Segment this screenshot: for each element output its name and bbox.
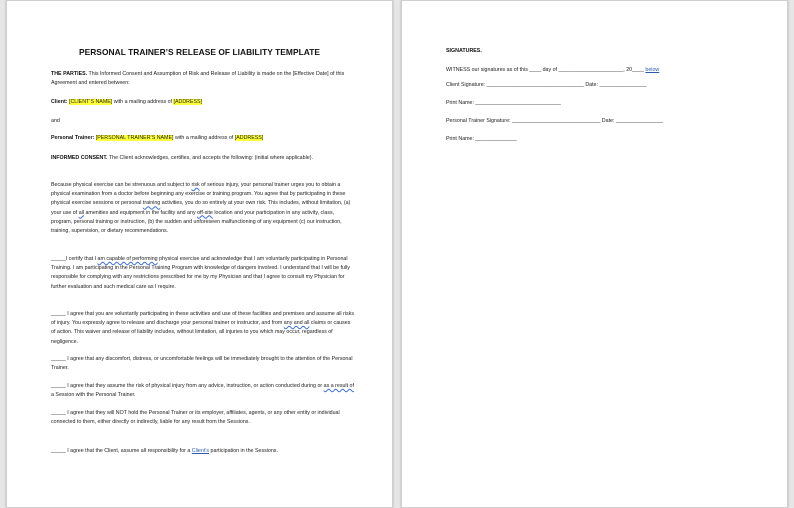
witness-line [446, 66, 746, 75]
as-a-result-phrase: as a result of [323, 383, 354, 389]
parties-label: THE PARTIES. [51, 71, 88, 77]
below-word: below [645, 67, 660, 73]
voluntary-text-a: _____ I agree that you are voluntarily participating in these activities and use of these facilities and premises and assume all risks of injury. You expressly agree to release and discharge your personal trainer or instructor, and from [51, 311, 354, 327]
print-name-line-2[interactable]: Print Name: ______________ [446, 136, 517, 142]
offsite-word: off-site [197, 209, 213, 216]
risk-text-i: location and your participation in any activity, class, program, personal training or instruction, (b) the sudden and unforeseen malfunctioning of any equipment (c) our instruction, training, supervision, or dietary recommendations. [51, 209, 342, 235]
assume-paragraph [51, 382, 355, 400]
voluntary-paragraph [51, 310, 355, 347]
print-name-line-1[interactable]: Print Name: _____________________________ [446, 100, 561, 106]
client-resp-text-c: participation in the Sessions. [209, 448, 278, 454]
not-hold-paragraph: _____ I agree that they will NOT hold the Personal Trainer or its employer, affiliates, agents, or any other entity or individual connected to them, either directly or indirectly, liable for any result from the Sessions. [51, 410, 340, 426]
trainer-address-placeholder[interactable]: [ADDRESS] [234, 135, 264, 141]
informed-consent-paragraph [51, 154, 355, 163]
risk-text-a: Because physical exercise can be strenuous and subject to [51, 182, 192, 188]
risk-text-e: activities, you do so entirely at your own risk. This includes, without limitation, (a) your use of [51, 200, 351, 216]
consent-label: INFORMED CONSENT. [51, 155, 108, 161]
trainer-signature-line[interactable]: Personal Trainer Signature: ______________________________ Date: ________________ [446, 118, 664, 124]
clients-word: Client’s [191, 448, 210, 454]
trainer-mid-text: with a mailing address of [173, 135, 235, 141]
assume-text-c: a Session with the Personal Trainer. [51, 392, 136, 399]
capable-phrase: am capable of performing [97, 256, 158, 262]
trainer-label: Personal Trainer: [51, 135, 95, 141]
certify-paragraph [51, 255, 355, 292]
document-page-2 [401, 0, 788, 508]
risk-paragraph [51, 181, 355, 236]
certify-text-c: physical exercise and acknowledge that I am voluntarily participating in Personal Training. I am participating in the Personal Training Program with knowledge of dangers involved. I understand that I will be fully responsible for complying with any restrictions prescribed for me by my Physician and that I agree to consult my Physician for further evaluation and such medical care as I require. [51, 256, 350, 290]
risk-text-c: of serious injury, your personal trainer urges you to obtain a physical examination from a doctor before beginning any exercise or training program. You agree that by participating in these physical exercise sessions or personal [51, 182, 346, 207]
trainer-line [51, 134, 355, 143]
client-mid-text: with a mailing address of [112, 99, 174, 105]
document-title: PERSONAL TRAINER’S RELEASE OF LIABILITY TEMPLATE [78, 47, 321, 57]
document-page-1 [6, 0, 393, 508]
client-signature-line[interactable]: Client Signature: _________________________________ Date: ________________ [446, 82, 647, 88]
signatures-label: SIGNATURES. [446, 48, 482, 54]
any-and-all-phrase: any and all [283, 320, 310, 327]
discomfort-paragraph: _____ I agree that any discomfort, distress, or uncomfortable feelings will be immediately brought to the attention of the Personal Trainer. [51, 356, 353, 372]
client-label: Client: [51, 99, 68, 105]
consent-text: The Client acknowledges, certifies, and accepts the following: (initial where applicable). [107, 155, 313, 161]
risk-text-g: amenities and equipment in the facility and any [84, 209, 198, 216]
client-resp-text-a: _____ I agree that the Client, assume all responsibility for a [51, 448, 192, 454]
and-line: and [51, 118, 60, 124]
assume-text-a: _____ I agree that they assume the risk of physical injury from any advice, instruction, or action conducted during or [51, 383, 324, 389]
parties-text: This Informed Consent and Assumption of Risk and Release of Liability is made on the [Effective Date] of this Agreement and entered between: [51, 71, 345, 87]
client-address-placeholder[interactable]: [ADDRESS] [173, 99, 203, 105]
parties-paragraph [51, 70, 355, 88]
all-word: all [78, 209, 84, 216]
client-responsibility-paragraph [51, 447, 355, 456]
voluntary-text-c: claims or causes of action. This waiver and release of liability includes, without limitation, all injuries to you which may occur, regardless of negligence. [51, 320, 351, 345]
certify-text-a: _____I certify that I [51, 256, 98, 262]
signatures-heading [446, 47, 746, 56]
client-line [51, 98, 355, 107]
trainer-name-placeholder[interactable]: [PERSONAL TRAINER’S NAME] [95, 135, 174, 141]
witness-text: WITNESS our signatures as of this ____ day of ______________________, 20____ [446, 67, 646, 73]
client-name-placeholder[interactable]: [CLIENT’S NAME] [68, 99, 113, 105]
risk-word: risk [191, 182, 200, 188]
training-word: training [142, 200, 161, 207]
